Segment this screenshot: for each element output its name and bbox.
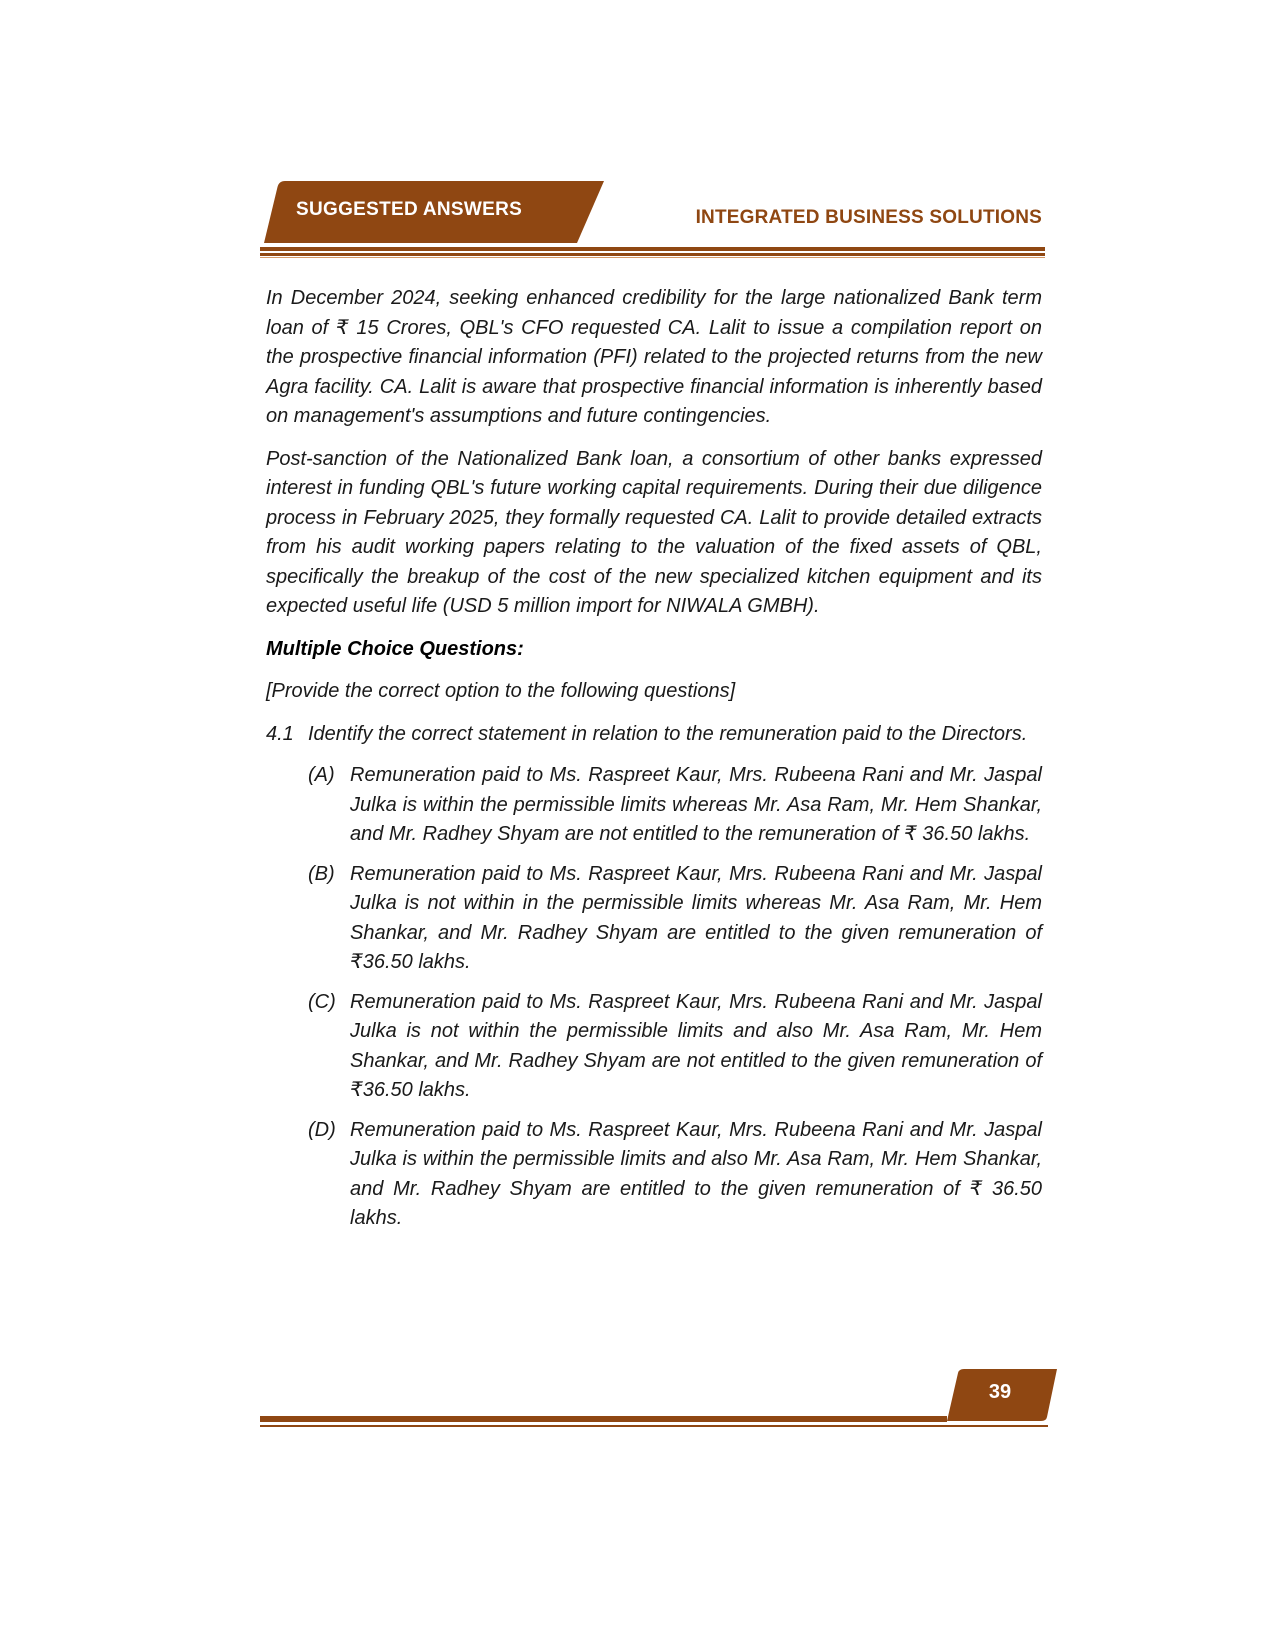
footer-divider-thin-line [260, 1425, 1048, 1428]
instruction-line: [Provide the correct option to the following questions] [266, 680, 736, 702]
question-4-1 [266, 720, 1042, 750]
header-divider-light-line [260, 257, 1045, 259]
header-divider [260, 247, 1045, 258]
paragraph-2: Post-sanction of the Nationalized Bank loan, a consortium of other banks expressed interest in funding QBL's future working capital requirements. During their due diligence process in February 2025, they formally requested CA. Lalit to provide detailed extracts from his audit working papers relating to the valuation of the fixed assets of QBL, specifically the breakup of the cost of the new specialized kitchen equipment and its expected useful life (USD 5 million import for NIWALA GMBH). [266, 447, 1042, 617]
footer-divider-thick-line [260, 1416, 947, 1422]
option-b [266, 860, 1042, 978]
option-d-label: (D) [308, 1118, 336, 1141]
question-text: Identify the correct statement in relation to the remuneration paid to the Directors. [308, 722, 1028, 745]
page-number: 39 [988, 1381, 1012, 1403]
option-a-text: Remuneration paid to Ms. Raspreet Kaur, Mrs. Rubeena Rani and Mr. Jaspal Julka is within the permissible limits whereas Mr. Asa Ram, Mr. Hem Shankar, and Mr. Radhey Shyam are not entitled to the remuneration of ₹ 36.50 lakhs. [350, 764, 1042, 845]
document-body [266, 284, 1042, 1244]
option-c [266, 988, 1042, 1106]
option-c-text: Remuneration paid to Ms. Raspreet Kaur, Mrs. Rubeena Rani and Mr. Jaspal Julka is not within the permissible limits and also Mr. Asa Ram, Mr. Hem Shankar, and Mr. Radhey Shyam are not entitled to the given remuneration of ₹36.50 lakhs. [350, 990, 1042, 1101]
option-b-label: (B) [308, 862, 335, 885]
suggested-answers-label: SUGGESTED ANSWERS [296, 199, 523, 220]
mcq-heading: Multiple Choice Questions: [266, 637, 524, 660]
option-a [266, 761, 1042, 850]
option-b-text: Remuneration paid to Ms. Raspreet Kaur, Mrs. Rubeena Rani and Mr. Jaspal Julka is not within in the permissible limits whereas Mr. Asa Ram, Mr. Hem Shankar, and Mr. Radhey Shyam are entitled to the given remuneration of ₹36.50 lakhs. [350, 862, 1042, 973]
option-c-label: (C) [308, 990, 336, 1013]
option-a-label: (A) [308, 764, 335, 786]
option-d-text: Remuneration paid to Ms. Raspreet Kaur, Mrs. Rubeena Rani and Mr. Jaspal Julka is within the permissible limits and also Mr. Asa Ram, Mr. Hem Shankar, and Mr. Radhey Shyam are entitled to the given remuneration of ₹ 36.50 lakhs. [350, 1118, 1042, 1229]
page-title: INTEGRATED BUSINESS SOLUTIONS [695, 207, 1042, 228]
question-number: 4.1 [266, 722, 294, 745]
paragraph-1: In December 2024, seeking enhanced credibility for the large nationalized Bank term loan of ₹ 15 Crores, QBL's CFO requested CA. Lalit to issue a compilation report on the prospective financial information (PFI) related to the projected returns from the new Agra facility. CA. Lalit is aware that prospective financial information is inherently based on management's assumptions and future contingencies. [266, 287, 1042, 427]
option-d [266, 1116, 1042, 1234]
